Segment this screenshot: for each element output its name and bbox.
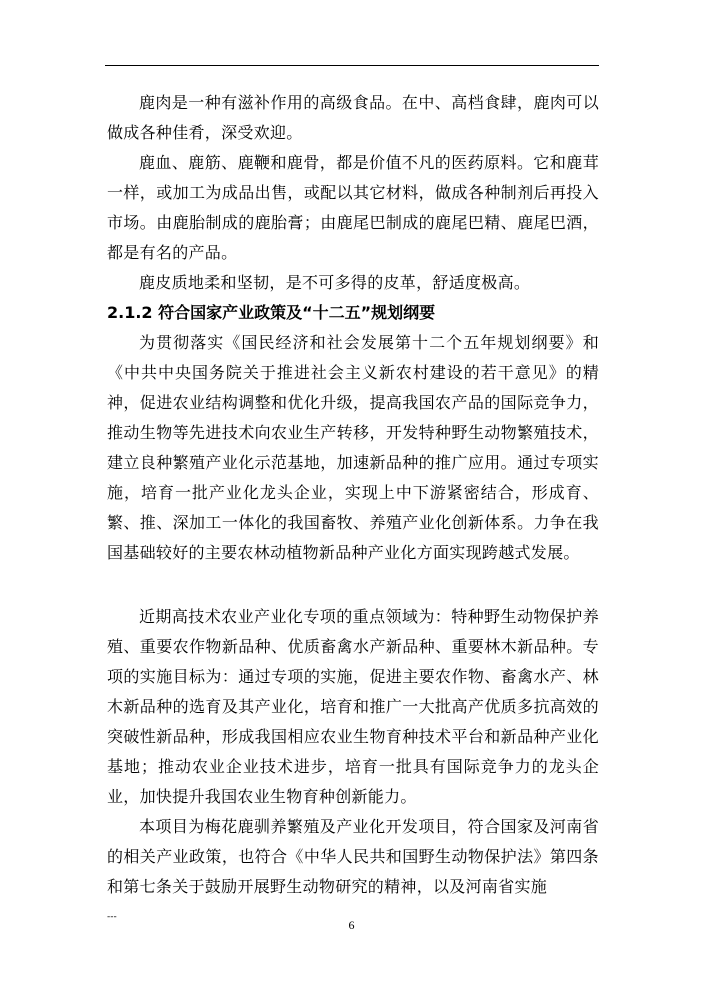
paragraph-project-compliance: 本项目为梅花鹿驯养繁殖及产业化开发项目，符合国家及河南省的相关产业政策，也符合《中华人民共和国野生动物保护法》第四条和第七条关于鼓励开展野生动物研究的精神，以及河南省实施 bbox=[107, 817, 599, 896]
paragraph-key-areas: 近期高技术农业产业化专项的重点领域为：特种野生动物保护养殖、重要农作物新品种、优质畜禽水产新品种、重要林木新品种。专项的实施目标为：通过专项的实施，促进主要农作物、畜禽水产、林木新品种的选育及其产业化，培育和推广一大批高产优质多抗高效的突破性新品种，形成我国相应农业生物育种技术平台和新品种产业化基地；推动农业企业技术进步，培育一批具有国际竞争力的龙头企业，加快提升我国农业生物育种创新能力。 bbox=[107, 607, 599, 806]
page-number: 6 bbox=[348, 918, 355, 932]
paragraph-gap bbox=[107, 568, 599, 602]
footer-mark: --- bbox=[107, 912, 117, 922]
header-rule bbox=[105, 65, 599, 66]
paragraph-deer-meat: 鹿肉是一种有滋补作用的高级食品。在中、高档食肆，鹿肉可以做成各种佳肴，深受欢迎。 bbox=[107, 93, 599, 142]
section-heading: 2.1.2 符合国家产业政策及“十二五”规划纲要 bbox=[107, 303, 436, 322]
paragraph-deer-skin: 鹿皮质地柔和坚韧，是不可多得的皮革，舒适度极高。 bbox=[139, 273, 531, 292]
paragraph-policy: 为贯彻落实《国民经济和社会发展第十二个五年规划纲要》和《中共中央国务院关于推进社会主义新农村建设的若干意见》的精神，促进农业结构调整和优化升级，提高我国农产品的国际竞争力，推动生物等先进技术向农业生产转移，开发特种野生动物繁殖技术，建立良种繁殖产业化示范基地，加速新品种的推广应用。通过专项实施，培育一批产业化龙头企业，实现上中下游紧密结合，形成育、繁、推、深加工一体化的我国畜牧、养殖产业化创新体系。力争在我国基础较好的主要农林动植物新品种产业化方面实现跨越式发展。 bbox=[107, 333, 599, 562]
document-body bbox=[107, 88, 599, 902]
paragraph-medicinal-materials: 鹿血、鹿筋、鹿鞭和鹿骨，都是价值不凡的医药原料。它和鹿茸一样，或加工为成品出售，或配以其它材料，做成各种制剂后再投入市场。由鹿胎制成的鹿胎膏；由鹿尾巴制成的鹿尾巴精、鹿尾巴酒，都是有名的产品。 bbox=[107, 153, 599, 262]
